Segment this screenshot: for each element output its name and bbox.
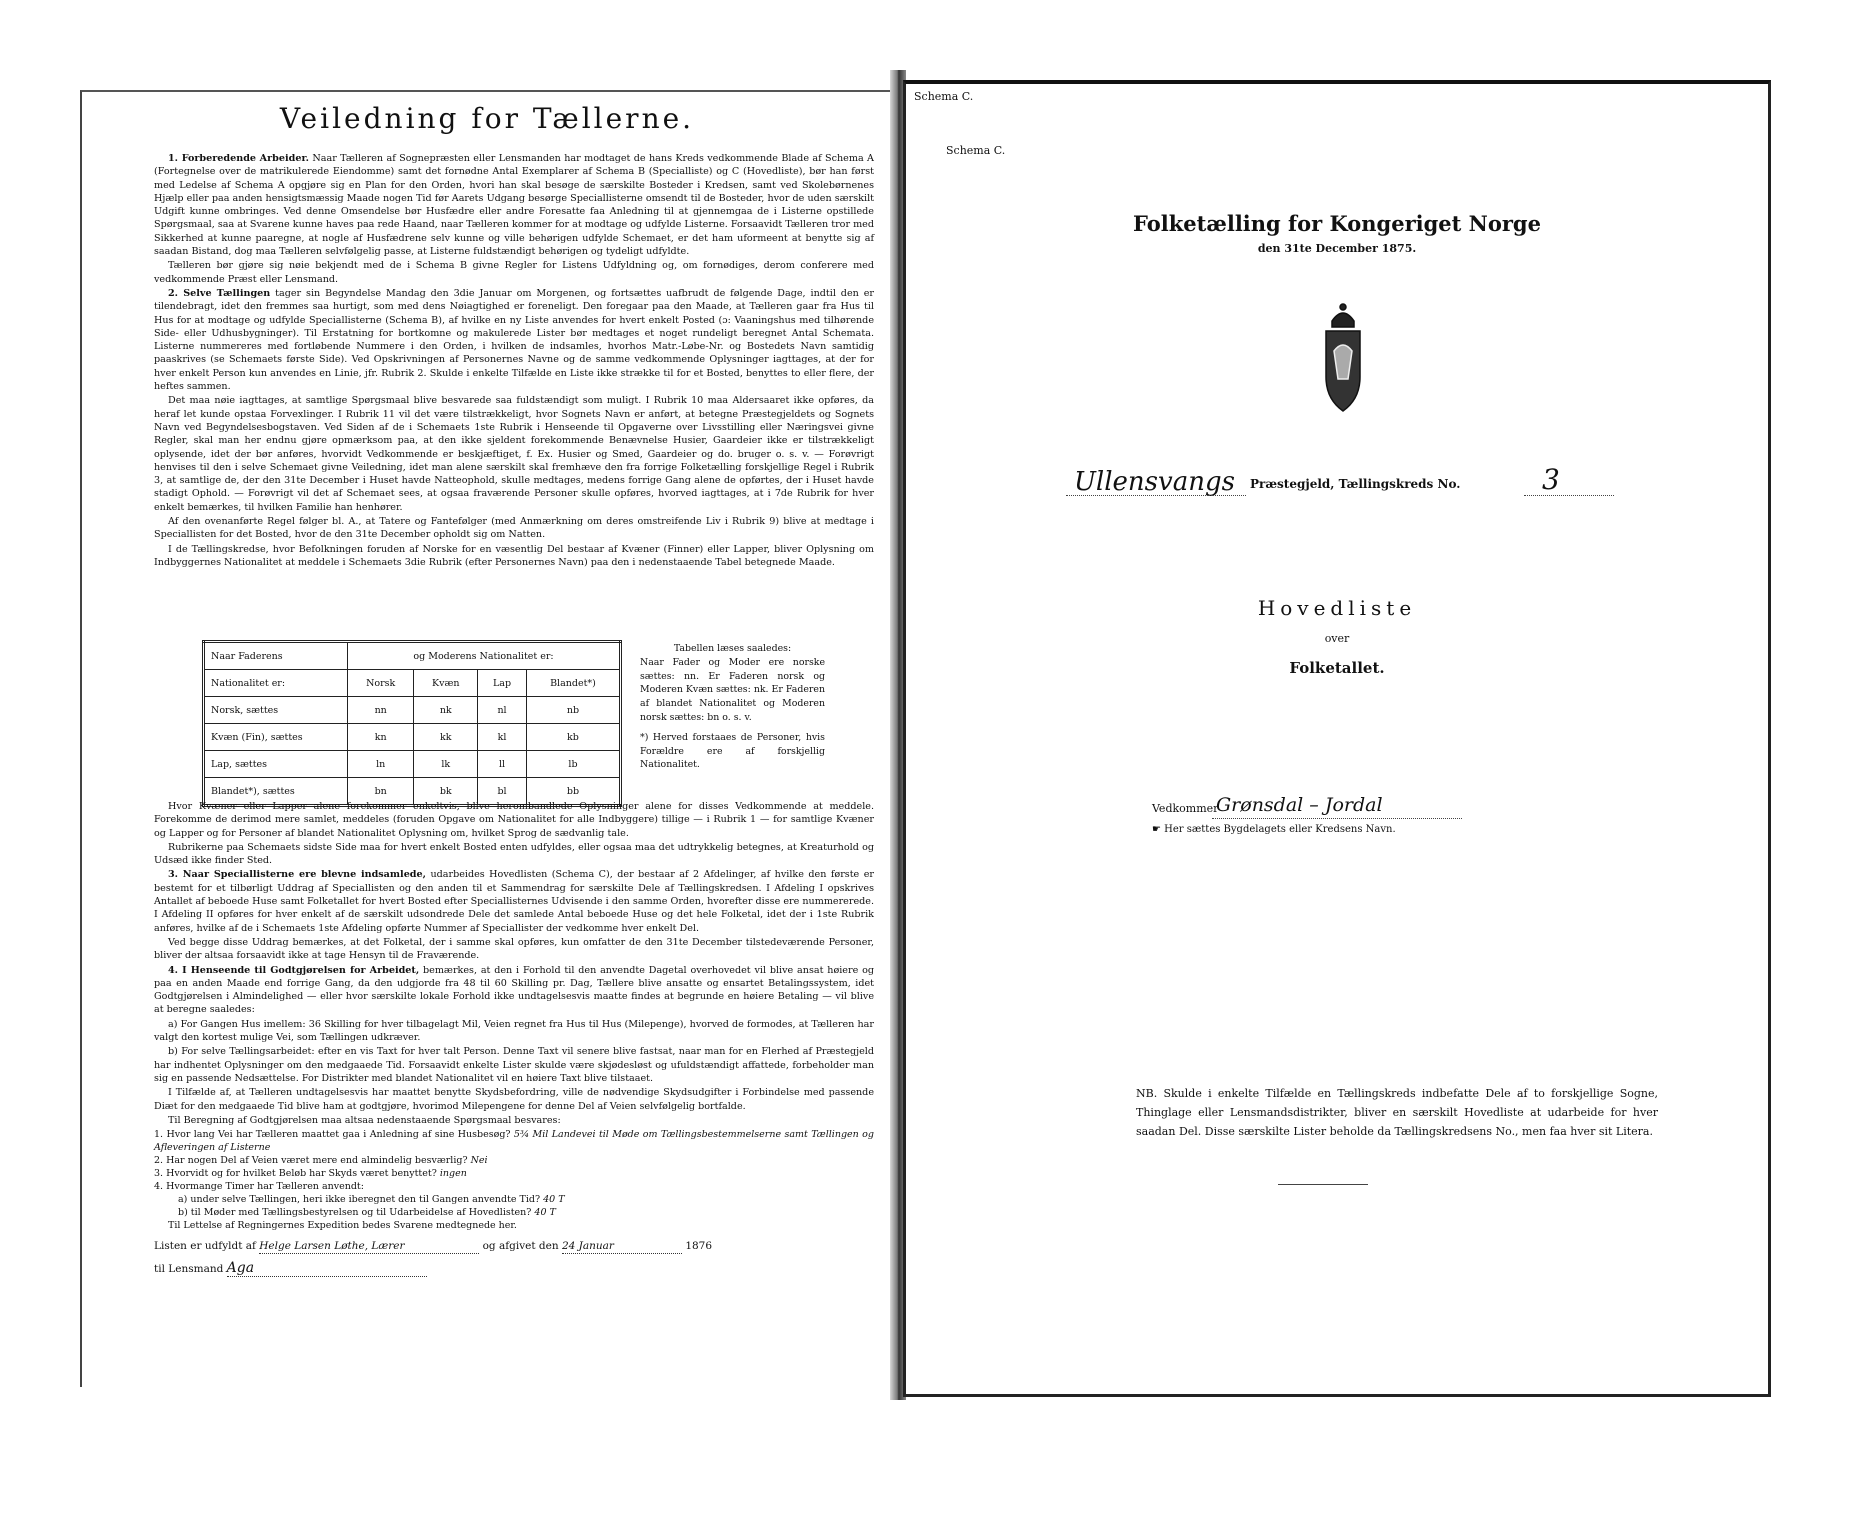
table-note: Naar Fader og Moder ere norske sættes: nn. Er Faderen norsk og Moderen Kvæn sættes: nk. Er Faderen af blandet Nationalitet og Moderen norsk sættes: bn o. s. v. [640, 656, 825, 723]
page-title: Veiledning for Tællerne. [279, 102, 695, 135]
table-corner-bottom: Nationalitet er: [204, 670, 348, 697]
over-text: over [1324, 632, 1350, 645]
table-cell: kb [526, 724, 620, 751]
coat-of-arms-icon [1318, 299, 1368, 419]
question-answer: Nei [470, 1155, 488, 1167]
table-cell: lk [414, 751, 478, 778]
table-cell: ll [478, 751, 527, 778]
question-2 [154, 1154, 874, 1167]
paragraph: Det maa nøie iagttages, at samtlige Spørgsmaal blive besvarede saa fuldstændigt som muligt. I Rubrik 10 maa Aldersaaret ikke opføres, da heraf let kunde opstaa Forvexlinger. I Rubrik 11 vil det være tilstrækkeligt, hvor Sognets Navn er anført, at betegne Præstegjeldets og Sognets Navn ved Begyndelsesbogstaven. Ved Siden af de i Schemaets 1ste Rubrik i Henseende til Opgaverne over Livsstilling eller Næringsvei givne Regler, skal man her endnu gjøre opmærksom paa, at den ikke sjeldent forekommende Benævnelse Husier, Gaardeier ikke er tilstrækkeligt oplysende, idet der bør anføres, hvorvidt Vedkommende er beskjæftiget, f. Ex. Husier og Smed, Gaardeier og do. bruger o. s. v. — Forøvrigt henvises til den i selve Schemaet givne Veiledning, idet man alene særskilt skal fremhæve den fra forrige Folketælling forskjellige Regel i Rubrik 3, at samtlige de, der den 31te December i Huset havde Natteophold, skulle medtages, medens forrige Gang alene de opførtes, der i Huset havde stadigt Ophold. — Forøvrigt vil det af Schemaet sees, at ogsaa fraværende Personer skulle opføres, hvorved iagttages, at i 7de Rubrik for hver enkelt bemærkes, til hvilken Familie han henhører. [154, 395, 874, 513]
table-explanation [640, 642, 825, 772]
table-group-header: og Moderens Nationalitet er: [348, 642, 621, 670]
table-row [204, 697, 621, 724]
parish-underline [1066, 495, 1246, 496]
section-heading: 2. Selve Tællingen [168, 287, 271, 299]
paragraph: Til Beregning af Godtgjørelsen maa altsaa nedenstaaende Spørgsmaal besvares: [168, 1114, 561, 1126]
signature-line [154, 1240, 874, 1254]
table-cell: nb [526, 697, 620, 724]
date-label: og afgivet den [482, 1240, 559, 1253]
table-cell: bl [478, 778, 527, 806]
paragraph: bemærkes, at den i Forhold til den anvendte Dagetal overhovedet vil blive ansat høiere og paa en anden Maade end forrige Gang, da den udgjorde fra 48 til 60 Skilling pr. Dag, Tællere blive ansatte og ensartet Betalingssystem, idet Godtgjørelsen i Almindelighed — eller hvor særskilte lokale Forhold ikke undtagelsesvis maatte findes at begrunde en høiere Betaling — vil blive at beregne saaledes: [154, 964, 874, 1016]
section-heading: 4. I Henseende til Godtgjørelsen for Arbeidet, [168, 964, 420, 976]
table-cell: ln [348, 751, 414, 778]
kreds-underline [1524, 495, 1614, 496]
lensmand-name: Aga [227, 1262, 427, 1276]
paragraph: Rubrikerne paa Schemaets sidste Side maa for hvert enkelt Bosted enten udfyldes, eller ogsaa maa det udtrykkelig betegnes, at Kreaturhold og Udsæd ikke finder Sted. [154, 841, 874, 867]
table-cell: kn [348, 724, 414, 751]
table-footnote: *) Herved forstaaes de Personer, hvis Forældre ere af forskjellig Nationalitet. [640, 731, 825, 771]
paragraph: Til Lettelse af Regningernes Expedition bedes Svarene medtegnede her. [168, 1220, 517, 1232]
nationality-table [202, 640, 622, 807]
paragraph: I Tilfælde af, at Tælleren undtagelsesvis har maattet benytte Skydsbefordring, ville de nødvendige Skydsudgifter i Forbindelse med passende Diæt for den medgaaede Tid blive ham at godtgjøre, hvorimod Milepengene for denne Del af Veien selvfølgelig bortfalde. [154, 1087, 874, 1112]
instructions-text [154, 152, 874, 570]
paragraph: udarbeides Hovedlisten (Schema C), der bestaar af 2 Afdelinger, af hvilke den første er bestemt for et tilbørligt Uddrag af Speciallisten og den anden til et Sammendrag for særskilte Dele af Tællingskredsen. I Afdeling I opskrives Antallet af beboede Huse samt Folketallet for hvert Bosted efter Speciallisternes Udvisende i den samme Orden, hvorefter disse ere nummererede. I Afdeling II opføres for hver enkelt af de særskilt udsondrede Dele det samlede Antal beboede Huse og det hele Folketal, idet der i 1ste Rubrik anføres, hvilke af de i Schemaets 1ste Afdeling opførte Nummer af Speciallister der vedkomme hver enkelt Del. [154, 869, 874, 934]
parish-label: Præstegjeld, Tællingskreds No. [1250, 477, 1461, 491]
question-4b [154, 1206, 874, 1219]
question-4: 4. Hvormange Timer har Tælleren anvendt: [154, 1181, 364, 1193]
district-name: Grønsdal – Jordal [1216, 794, 1383, 816]
instructions-text-continued [154, 800, 874, 1277]
table-row [204, 724, 621, 751]
section-heading: 3. Naar Speciallisterne ere blevne indsamlede, [168, 869, 426, 881]
section-heading: 1. Forberedende Arbeider. [168, 153, 309, 164]
table-cell: kl [478, 724, 527, 751]
table-corner-top: Naar Faderens [204, 642, 348, 670]
district-line [1152, 794, 1612, 834]
paragraph: Af den ovenanførte Regel følger bl. A., at Tatere og Fantefølger (med Anmærkning om deres omstreifende Liv i Rubrik 9) blive at medtage i Speciallisten for det Bosted, hvor de den 31te December opholdt sig om Natten. [154, 516, 874, 541]
census-title: Folketælling for Kongeriget Norge [1133, 211, 1541, 236]
question-answer: 40 T [543, 1194, 565, 1206]
list-item: a) For Gangen Hus imellem: 36 Skilling for hver tilbagelagt Mil, Veien regnet fra Hus til Hus (Milepenge), hvorved de formodes, at Tælleren har valgt den kortest mulige Vei, som Tællingen udkræver. [154, 1018, 874, 1044]
left-page [80, 90, 892, 1387]
district-label: Vedkommer [1152, 802, 1219, 815]
main-list-title: Hovedliste [1257, 596, 1417, 620]
table-column-header: Lap [478, 670, 527, 697]
row-label: Lap, sættes [204, 751, 348, 778]
lensmand-line [154, 1262, 874, 1276]
kreds-number: 3 [1542, 463, 1560, 496]
nb-note: NB. Skulde i enkelte Tilfælde en Tællingskreds indbefatte Dele af to forskjellige Sogne, Thinglage eller Lensmandsdistrikter, bliver en særskilt Hovedliste at udarbeide for hver saadan Del. Disse særskilte Lister beholde da Tællingskredsens No., men faa hver sit Litera. [1136, 1087, 1658, 1138]
signature-name: Helge Larsen Løthe, Lærer [259, 1240, 479, 1254]
table-row [204, 751, 621, 778]
right-page [903, 80, 1771, 1397]
table-cell: bn [348, 778, 414, 806]
question-text: 2. Har nogen Del af Veien været mere end almindelig besværlig? [154, 1155, 468, 1167]
table-cell: nk [414, 697, 478, 724]
paragraph: Ved begge disse Uddrag bemærkes, at det Folketal, der i samme skal opføres, kun omfatter de den 31te December tilstedeværende Personer, bliver der altsaa forsaavidt ikke at tage Hensyn til de Fraværende. [154, 936, 874, 962]
table-cell: lb [526, 751, 620, 778]
signature-date: 24 Januar [562, 1240, 682, 1254]
table-column-header: Kvæn [414, 670, 478, 697]
signature-year: 1876 [685, 1240, 713, 1253]
table-note-heading: Tabellen læses saaledes: [673, 643, 792, 654]
district-underline [1212, 818, 1462, 819]
question-4a [154, 1193, 874, 1206]
question-text: 3. Hvorvidt og for hvilket Beløb har Skyds været benyttet? [154, 1168, 437, 1180]
table-cell: kk [414, 724, 478, 751]
question-text: b) til Møder med Tællingsbestyrelsen og til Udarbeidelse af Hovedlisten? [178, 1207, 532, 1219]
table-column-header: Norsk [348, 670, 414, 697]
schema-label: Schema C. [946, 144, 1006, 157]
table-cell: bk [414, 778, 478, 806]
paragraph: Hvor Kvæner eller Lapper alene forekommer enkeltvis, blive herombandlede Oplysninger alene for disses Vedkommende at meddele. Forekomme de derimod mere samlet, meddeles (foruden Opgave om Nationalitet for alle Indbyggere) tillige — i Rubrik 1 — for samtlige Kvæner og Lapper og for Personer af blandet Nationalitet Oplysning om, hvilket Sprog de sædvanlig tale. [154, 801, 874, 839]
question-answer: ingen [439, 1168, 467, 1180]
pointing-hand-icon: ☛ [1152, 824, 1161, 835]
parish-name: Ullensvangs [1074, 467, 1235, 497]
row-label: Kvæn (Fin), sættes [204, 724, 348, 751]
paragraph: tager sin Begyndelse Mandag den 3die Januar om Morgenen, og fortsættes uafbrudt de følgende Dage, indtil den er tilendebragt, idet den fremmes saa hurtigt, som med dens Nøiagtighed er foreneligt. Den foregaar paa den Maade, at Tælleren gaar fra Hus til Hus for at modtage og udfylde Speciallisterne (Schema B), af hvilke en ny Liste anvendes for hvert enkelt Posted (ɔ: Vaaningshus med tilhørende Side- eller Udhusbygninger). Til Erstatning for bortkomne og makulerede Lister bør medtages et noget rundeligt beregnet Antal Schemata. Listerne nummereres med fortløbende Nummere i den Orden, i hvilken de indsamles, hvorhos Matr.-Løbe-Nr. og Bostedets Navn samtidig paaskrives (se Schemaets første Side). Ved Opskrivningen af Personernes Navne og de samme vedkommende Oplysninger iagttages, at der for hver enkelt Person kun anvendes en Linie, jfr. Rubrik 2. Skulde i enkelte Tilfælde en Liste ikke strække til for et Bosted, benyttes to eller flere, der heftes sammen. [154, 287, 874, 393]
schema-label: Schema C. [914, 90, 974, 103]
list-item: b) For selve Tællingsarbeidet: efter en vis Taxt for hver talt Person. Denne Taxt vil senere blive fastsat, naar man for en Flerhed af Præstegjeld har indhentet Oplysninger om den medgaaede Tid. Forsaavidt enkelte Lister skulde være skjødesløst og ufuldstændigt affattede, forbeholder man sig en passende Nedsættelse. For Distrikter med blandet Nationalitet vil en høiere Taxt blive tilstaaet. [154, 1046, 874, 1084]
row-label: Norsk, sættes [204, 697, 348, 724]
question-3 [154, 1167, 874, 1180]
paragraph: I de Tællingskredse, hvor Befolkningen foruden af Norske for en væsentlig Del bestaar af Kvæner (Finner) eller Lapper, bliver Oplysning om Indbyggernes Nationalitet at meddele i Schemaets 3die Rubrik (efter Personernes Navn) paa den i nedenstaaende Tabel betegnede Maade. [154, 543, 874, 568]
nationality-section [202, 640, 922, 797]
table-cell: bb [526, 778, 620, 806]
row-label: Blandet*), sættes [204, 778, 348, 806]
question-answer: 40 T [534, 1207, 556, 1219]
signature-label: Listen er udfyldt af [154, 1240, 256, 1253]
question-text: 1. Hvor lang Vei har Tælleren maattet gaa i Anledning af sine Husbesøg? [154, 1129, 511, 1141]
divider [1278, 1184, 1368, 1185]
question-text: a) under selve Tællingen, heri ikke iberegnet den til Gangen anvendte Tid? [178, 1194, 541, 1206]
table-cell: nl [478, 697, 527, 724]
district-note-text: Her sættes Bygdelagets eller Kredsens Navn. [1164, 824, 1396, 835]
lensmand-label: til Lensmand [154, 1263, 224, 1276]
population-title: Folketallet. [1289, 659, 1385, 677]
question-answer: 5¾ Mil Landevei til Møde om Tællingsbestemmelserne samt Tællingen og Afleveringen af Listerne [154, 1129, 874, 1154]
census-date: den 31te December 1875. [1257, 242, 1417, 255]
table-column-header: Blandet*) [526, 670, 620, 697]
paragraph: Naar Tælleren af Sognepræsten eller Lensmanden har modtaget de hans Kreds vedkommende Blade af Schema A (Fortegnelse over de matrikulerede Eiendomme) samt det fornødne Antal Exemplarer af Schema B (Specialliste) og C (Hovedliste), bør han først med Ledelse af Schema A opgjøre sig en Plan for den Orden, hvori han skal besøge de særskilte Bosteder i Kredsen, samt ved Skolebørnenes Hjælp eller paa anden hensigtsmæssig Maade nogen Tid før Aarets Udgang besørge Speciallisterne omsendt til de Bosteder, hvor de uden særskilt Udgift kunne ombringes. Ved denne Omsendelse bør Husfædre eller andre Foresatte faa Anledning til at gjennemgaa de i Listerne opstillede Spørgsmaal, saa at Svarene kunne haves paa rede Haand, naar Tælleren kommer for at modtage og udfylde Listerne. Forsaavidt Tælleren tror med Sikkerhed at kunne paaregne, at nogle af Husfædrene selv kunne og ville behørigen udfylde Schemaet, er det ham uformeent at benytte sig af saadan Bistand, dog maa Tælleren selvfølgelig passe, at Listerne fuldstændigt behørigen og tydeligt udfyldte. [154, 153, 874, 258]
district-note [1152, 824, 1396, 835]
parish-line [906, 463, 1768, 499]
table-cell: nn [348, 697, 414, 724]
paragraph: Tælleren bør gjøre sig nøie bekjendt med de i Schema B givne Regler for Listens Udfyldning og, om fornødiges, derom conferere med vedkommende Præst eller Lensmand. [154, 260, 874, 285]
question-1 [154, 1128, 874, 1154]
